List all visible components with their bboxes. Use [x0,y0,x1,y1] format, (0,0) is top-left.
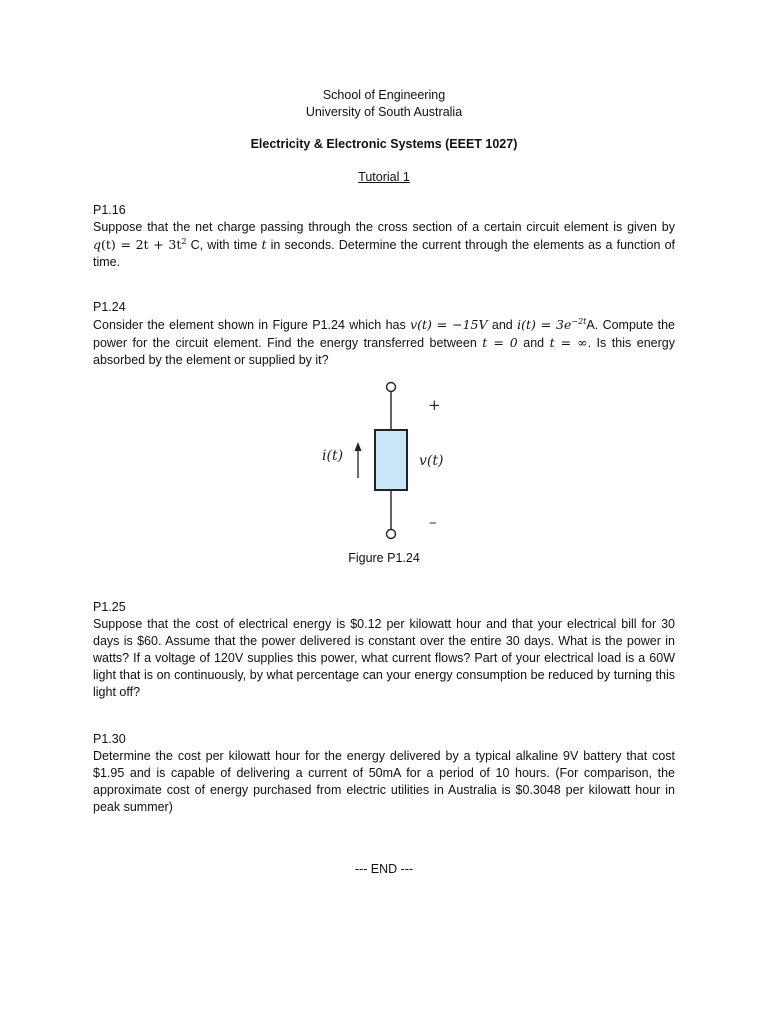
problem-p1-16 [93,202,675,271]
problem-text: Suppose that the net charge passing through the cross section of a certain circuit element is given by $q(t) = 2t + 3t^2$ C, with time t in seconds. Determine the current through the elements as a function of time. [93,220,675,269]
figure-caption: Figure P1.24 [348,551,420,565]
problem-text: Consider the element shown in Figure P1.24 which has v(t) = −15V and $i(t) = 3e^{-2t}A$. Compute the power for the circuit element. Find the energy transferred between t = 0 and t = ∞. Is this energy absorbed by the element or supplied by it? [93,317,676,367]
problem-label: P1.25 [93,600,126,614]
circuit-element-figure [318,372,448,548]
problem-p1-25 [93,599,675,701]
school-name: School of Engineering [322,88,446,102]
problem-p1-30 [93,731,675,816]
problem-text: Suppose that the cost of electrical energy is $0.12 per kilowatt hour and that your electrical bill for 30 days is $60. Assume that the power delivered is constant over the entire 30 days. What is the power in watts? If a voltage of 120V supplies this power, what current flows? Part of your electrical load is a 60W light that is on continuously, by what percentage can your energy consumption be reduced by turning this light off? [93,617,675,699]
voltage-label: v(t) [419,453,444,469]
circuit-element-box [375,430,407,490]
end-marker: --- END --- [354,862,414,876]
problem-label: P1.30 [93,732,126,746]
problem-p1-24 [93,299,675,369]
bottom-terminal [387,530,396,539]
top-terminal [387,383,396,392]
course-title: Electricity & Electronic Systems (EEET 1027) [250,137,518,151]
minus-sign: – [429,513,437,531]
current-label: i(t) [322,448,344,464]
plus-sign: + [428,396,441,414]
problem-label: P1.24 [93,300,126,314]
problem-text: Determine the cost per kilowatt hour for the energy delivered by a typical alkaline 9V battery that cost $1.95 and is capable of delivering a current of 50mA for a period of 10 hours. (For comparison, the approximate cost of energy purchased from electric utilities in Australia is $0.3048 per kilowatt hour in peak summer) [93,749,675,814]
university-name: University of South Australia [305,105,463,119]
current-arrow-head-icon [355,442,362,451]
tutorial-title [0,169,768,186]
problem-label: P1.16 [93,203,126,217]
tutorial-title-text: Tutorial 1 [358,170,410,184]
